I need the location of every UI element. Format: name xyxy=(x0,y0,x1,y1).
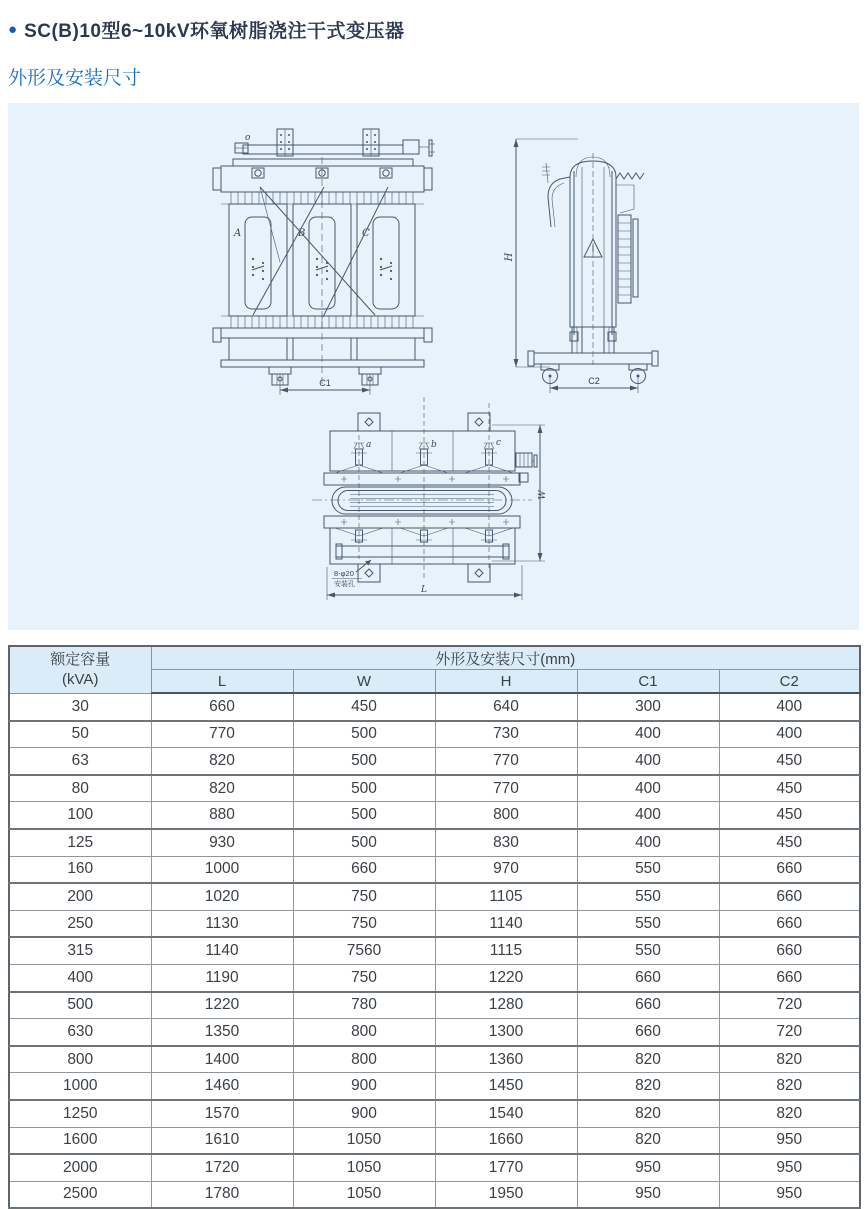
dimension-cell: 500 xyxy=(293,748,435,775)
capacity-cell: 125 xyxy=(9,829,151,856)
dimension-cell: 1220 xyxy=(435,964,577,991)
dimension-cell: 750 xyxy=(293,883,435,910)
dimension-cell: 1140 xyxy=(151,937,293,964)
page-title-row xyxy=(8,0,859,43)
table-row xyxy=(9,910,860,937)
front-phase-label-a: A xyxy=(234,228,242,239)
dimension-cell: 550 xyxy=(577,910,719,937)
capacity-cell: 250 xyxy=(9,910,151,937)
dimension-cell: 400 xyxy=(719,721,860,748)
top-phase-label-c: c xyxy=(496,438,502,448)
capacity-cell: 2500 xyxy=(9,1181,151,1208)
header-C2: C2 xyxy=(719,670,860,694)
dimension-cell: 820 xyxy=(577,1073,719,1100)
dimension-cell: 820 xyxy=(151,748,293,775)
dimension-cell: 1140 xyxy=(435,910,577,937)
capacity-header-line2: (kVA) xyxy=(62,670,99,688)
table-row xyxy=(9,856,860,883)
dimension-cell: 1000 xyxy=(151,856,293,883)
capacity-cell: 1600 xyxy=(9,1127,151,1154)
dimension-cell: 830 xyxy=(435,829,577,856)
dimension-cell: 800 xyxy=(293,1046,435,1073)
table-row xyxy=(9,829,860,856)
table-row xyxy=(9,748,860,775)
capacity-header xyxy=(9,646,151,693)
side-dim-h-label: H xyxy=(504,252,515,262)
dimensions-table xyxy=(8,645,861,1209)
dimension-cell: 1020 xyxy=(151,883,293,910)
dimension-cell: 950 xyxy=(719,1127,860,1154)
header-H: H xyxy=(435,670,577,694)
capacity-cell: 100 xyxy=(9,802,151,829)
dimension-cell: 820 xyxy=(151,775,293,802)
front-dim-c1-label: C1 xyxy=(319,378,331,388)
dimension-cell: 400 xyxy=(577,775,719,802)
dimension-cell: 660 xyxy=(719,856,860,883)
capacity-cell: 1000 xyxy=(9,1073,151,1100)
top-phase-label-a: a xyxy=(366,440,372,450)
front-view-drawing xyxy=(213,129,435,395)
page-title: SC(B)10型6~10kV环氧树脂浇注干式变压器 xyxy=(24,21,405,42)
table-row xyxy=(9,992,860,1019)
dimension-cell: 750 xyxy=(293,910,435,937)
dimension-cell: 950 xyxy=(719,1181,860,1208)
dimension-cell: 720 xyxy=(719,1019,860,1046)
top-dim-w-label: W xyxy=(538,490,548,500)
dimension-cell: 550 xyxy=(577,856,719,883)
header-C1: C1 xyxy=(577,670,719,694)
top-dim-l-label: L xyxy=(421,585,427,595)
capacity-cell: 500 xyxy=(9,992,151,1019)
dimension-cell: 1050 xyxy=(293,1127,435,1154)
dimension-cell: 450 xyxy=(719,748,860,775)
dimension-cell: 660 xyxy=(719,883,860,910)
transformer-drawing xyxy=(8,103,859,630)
dimension-cell: 1660 xyxy=(435,1127,577,1154)
dimension-cell: 1780 xyxy=(151,1181,293,1208)
dimension-cell: 930 xyxy=(151,829,293,856)
dimension-cell: 400 xyxy=(719,693,860,721)
dimension-cell: 660 xyxy=(577,964,719,991)
front-hook-label: o xyxy=(245,133,251,143)
dimension-cell: 880 xyxy=(151,802,293,829)
mounting-hole-note-line1: 8-φ20 xyxy=(334,569,354,578)
dimension-cell: 770 xyxy=(435,775,577,802)
dimension-cell: 400 xyxy=(577,748,719,775)
capacity-cell: 630 xyxy=(9,1019,151,1046)
dimension-cell: 900 xyxy=(293,1073,435,1100)
table-row xyxy=(9,721,860,748)
table-row xyxy=(9,1181,860,1208)
dimension-cell: 820 xyxy=(577,1100,719,1127)
dimension-cell: 550 xyxy=(577,883,719,910)
dimension-cell: 550 xyxy=(577,937,719,964)
dimension-cell: 950 xyxy=(577,1181,719,1208)
table-row xyxy=(9,1019,860,1046)
side-dim-c2 xyxy=(550,376,638,393)
dimension-cell: 1770 xyxy=(435,1154,577,1181)
side-dim-c2-label: C2 xyxy=(588,376,600,386)
dimension-cell: 500 xyxy=(293,721,435,748)
dimension-cell: 800 xyxy=(293,1019,435,1046)
dimension-cell: 720 xyxy=(719,992,860,1019)
table-row xyxy=(9,1127,860,1154)
table-row xyxy=(9,964,860,991)
dimension-cell: 1540 xyxy=(435,1100,577,1127)
dimension-cell: 970 xyxy=(435,856,577,883)
side-view-drawing xyxy=(504,139,658,393)
drawing-panel xyxy=(8,103,859,630)
dimension-cell: 800 xyxy=(435,802,577,829)
dimension-cell: 730 xyxy=(435,721,577,748)
table-row xyxy=(9,802,860,829)
dimension-cell: 1360 xyxy=(435,1046,577,1073)
dimension-cell: 450 xyxy=(719,829,860,856)
side-dim-h xyxy=(504,139,578,367)
page xyxy=(8,0,859,1209)
top-phase-label-b: b xyxy=(431,440,437,450)
bullet-icon: ● xyxy=(8,21,18,38)
dimension-cell: 1280 xyxy=(435,992,577,1019)
dimension-cell: 660 xyxy=(577,992,719,1019)
dimension-cell: 660 xyxy=(719,937,860,964)
dimension-cell: 750 xyxy=(293,964,435,991)
dimension-cell: 1460 xyxy=(151,1073,293,1100)
dimension-cell: 1350 xyxy=(151,1019,293,1046)
dimension-cell: 450 xyxy=(719,802,860,829)
capacity-cell: 80 xyxy=(9,775,151,802)
dimension-cell: 1720 xyxy=(151,1154,293,1181)
top-dim-l xyxy=(327,565,522,600)
capacity-cell: 200 xyxy=(9,883,151,910)
capacity-header-line1: 额定容量 xyxy=(50,650,111,668)
capacity-cell: 50 xyxy=(9,721,151,748)
dimension-cell: 500 xyxy=(293,802,435,829)
header-W: W xyxy=(293,670,435,694)
dimension-cell: 900 xyxy=(293,1100,435,1127)
dimension-cell: 450 xyxy=(719,775,860,802)
dimension-cell: 950 xyxy=(719,1154,860,1181)
dimension-cell: 1300 xyxy=(435,1019,577,1046)
front-tie-rods xyxy=(253,187,388,317)
dimension-cell: 950 xyxy=(577,1154,719,1181)
dimension-cell: 400 xyxy=(577,721,719,748)
dimension-cell: 660 xyxy=(719,910,860,937)
dimension-cell: 1115 xyxy=(435,937,577,964)
dimension-cell: 1400 xyxy=(151,1046,293,1073)
dimension-cell: 660 xyxy=(151,693,293,721)
capacity-cell: 800 xyxy=(9,1046,151,1073)
dimension-cell: 820 xyxy=(719,1100,860,1127)
section-subtitle: 外形及安装尺寸 xyxy=(8,68,142,89)
dimension-cell: 1130 xyxy=(151,910,293,937)
front-dim-c1 xyxy=(280,374,370,395)
dimension-cell: 500 xyxy=(293,829,435,856)
dimension-cell: 770 xyxy=(151,721,293,748)
capacity-cell: 63 xyxy=(9,748,151,775)
dimension-cell: 660 xyxy=(719,964,860,991)
dimension-cell: 1050 xyxy=(293,1154,435,1181)
table-row xyxy=(9,883,860,910)
dimension-cell: 660 xyxy=(293,856,435,883)
table-body xyxy=(9,693,860,1208)
dimension-cell: 820 xyxy=(719,1073,860,1100)
dimension-cell: 820 xyxy=(577,1046,719,1073)
mounting-hole-note-line2: 安装孔 xyxy=(334,581,355,588)
capacity-cell: 2000 xyxy=(9,1154,151,1181)
dimension-cell: 1610 xyxy=(151,1127,293,1154)
dimension-cell: 1050 xyxy=(293,1181,435,1208)
front-phase-label-b: B xyxy=(298,228,306,239)
dimension-cell: 400 xyxy=(577,829,719,856)
dimension-cell: 770 xyxy=(435,748,577,775)
header-L: L xyxy=(151,670,293,694)
table-row xyxy=(9,1073,860,1100)
dimension-cell: 7560 xyxy=(293,937,435,964)
front-phase-label-c: C xyxy=(362,228,370,239)
table-row xyxy=(9,1100,860,1127)
dimension-cell: 820 xyxy=(719,1046,860,1073)
table-row xyxy=(9,775,860,802)
table-row xyxy=(9,1046,860,1073)
dimension-cell: 1105 xyxy=(435,883,577,910)
capacity-cell: 160 xyxy=(9,856,151,883)
dimension-cell: 820 xyxy=(577,1127,719,1154)
capacity-cell: 30 xyxy=(9,693,151,721)
dimension-cell: 1190 xyxy=(151,964,293,991)
table-row xyxy=(9,937,860,964)
table-row xyxy=(9,693,860,721)
dimension-cell: 1570 xyxy=(151,1100,293,1127)
capacity-cell: 400 xyxy=(9,964,151,991)
top-view-drawing xyxy=(312,397,548,600)
group-header: 外形及安装尺寸(mm) xyxy=(151,646,860,670)
table-header xyxy=(9,646,860,693)
capacity-cell: 1250 xyxy=(9,1100,151,1127)
dimension-cell: 400 xyxy=(577,802,719,829)
table-row xyxy=(9,1154,860,1181)
dimension-cell: 450 xyxy=(293,693,435,721)
dimension-cell: 1950 xyxy=(435,1181,577,1208)
dimension-cell: 1220 xyxy=(151,992,293,1019)
capacity-cell: 315 xyxy=(9,937,151,964)
dimension-cell: 500 xyxy=(293,775,435,802)
dimension-cell: 660 xyxy=(577,1019,719,1046)
dimension-cell: 780 xyxy=(293,992,435,1019)
dimension-cell: 300 xyxy=(577,693,719,721)
dimension-cell: 1450 xyxy=(435,1073,577,1100)
dimension-cell: 640 xyxy=(435,693,577,721)
